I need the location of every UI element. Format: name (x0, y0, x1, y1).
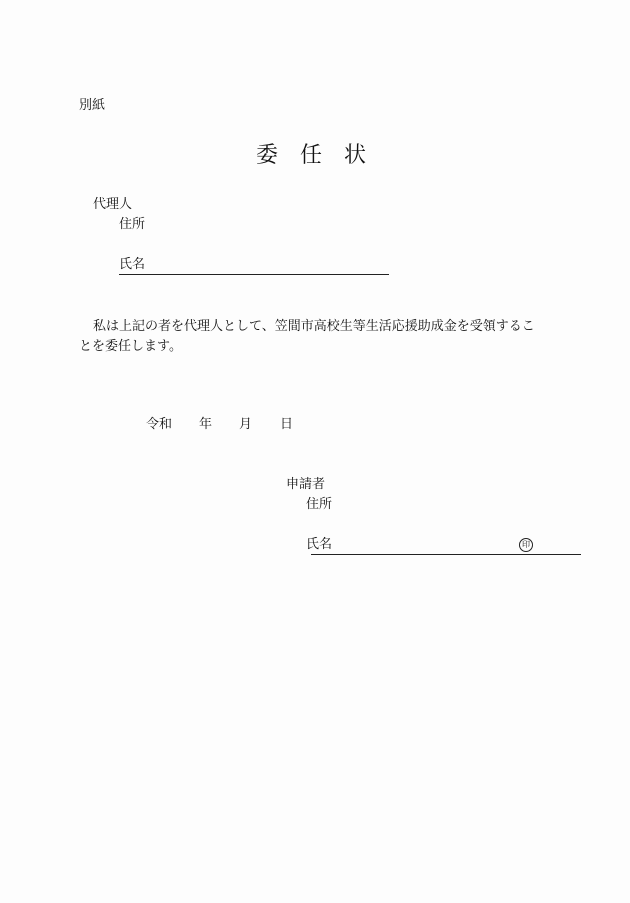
date-era: 令和 (146, 417, 173, 432)
date-month: 月 (239, 417, 253, 432)
attachment-label: 別紙 (79, 98, 106, 113)
applicant-name-label: 氏名 (306, 537, 333, 552)
applicant-heading: 申請者 (286, 477, 326, 492)
agent-name-label: 氏名 (119, 257, 146, 272)
date-day: 日 (280, 417, 294, 432)
document-title: 委任状 (256, 143, 389, 168)
applicant-address-label: 住所 (306, 497, 333, 512)
agent-heading: 代理人 (93, 197, 133, 212)
date-year: 年 (199, 417, 213, 432)
seal-icon: 印 (519, 538, 533, 552)
statement-line-1: 私は上記の者を代理人として、笠間市高校生等生活応援助成金を受領するこ (93, 319, 535, 334)
applicant-name-underline (311, 554, 581, 555)
agent-address-label: 住所 (119, 217, 146, 232)
statement-line-2: とを委任します。 (79, 339, 182, 354)
agent-name-underline (119, 274, 389, 275)
